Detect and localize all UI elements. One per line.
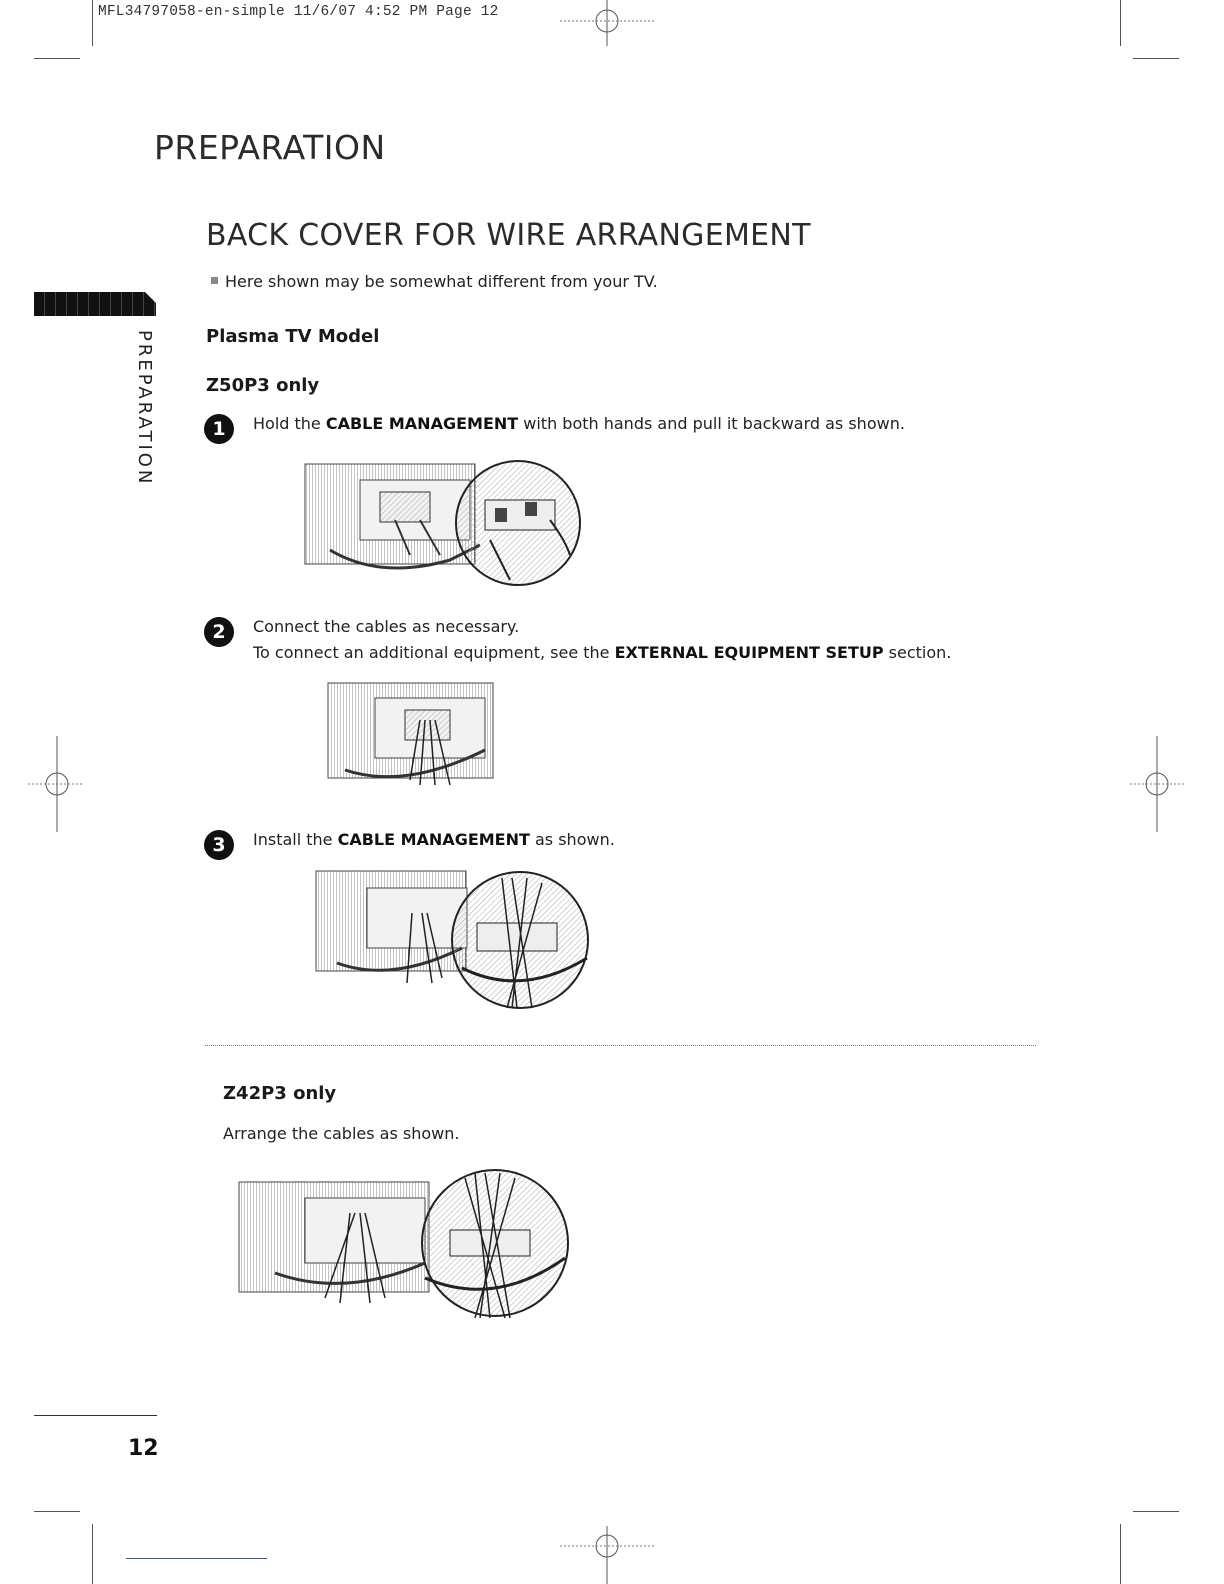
section-divider — [205, 1045, 1036, 1046]
crop-mark — [1133, 58, 1179, 59]
page-number: 12 — [128, 1436, 159, 1461]
note — [211, 272, 658, 291]
step-1-pre: Hold the — [253, 414, 326, 433]
step-2-line1: Connect the cables as necessary. — [253, 617, 520, 636]
z42-heading: Z42P3 only — [223, 1083, 337, 1104]
crop-mark — [34, 58, 80, 59]
z50-heading: Z50P3 only — [206, 375, 320, 396]
side-tab-bar — [34, 292, 156, 316]
bottom-link-line — [126, 1558, 267, 1559]
crop-mark — [1120, 1524, 1121, 1584]
step-1-bold: CABLE MANAGEMENT — [325, 414, 519, 433]
registration-mark-icon — [560, 1526, 656, 1584]
page-title: BACK COVER FOR WIRE ARRANGEMENT — [206, 218, 811, 253]
step-badge-2: 2 — [204, 617, 234, 647]
side-tab-label: PREPARATION — [134, 330, 155, 487]
registration-mark-icon — [560, 0, 656, 50]
print-header: MFL34797058-en-simple 11/6/07 4:52 PM Page 12 — [98, 4, 499, 20]
step-2-post: section. — [883, 643, 952, 662]
crop-mark — [34, 1511, 80, 1512]
tv-back-illustration-1 — [300, 460, 585, 590]
crop-mark — [1133, 1511, 1179, 1512]
footer-rule — [34, 1415, 157, 1416]
section-title: PREPARATION — [154, 128, 386, 167]
crop-mark — [1120, 0, 1121, 46]
step-3-bold: CABLE MANAGEMENT — [337, 830, 530, 849]
step-3-post: as shown. — [529, 830, 615, 849]
step-2-bold: EXTERNAL EQUIPMENT SETUP — [614, 643, 884, 662]
step-badge-3: 3 — [204, 830, 234, 860]
step-badge-1: 1 — [204, 414, 234, 444]
step-1-post: with both hands and pull it backward as shown. — [518, 414, 905, 433]
registration-mark-icon — [1130, 736, 1186, 832]
tv-back-illustration-4 — [235, 1168, 575, 1323]
crop-mark — [92, 1524, 93, 1584]
side-tab-notch — [145, 292, 157, 304]
step-2-pre: To connect an additional equipment, see the — [253, 643, 615, 662]
bullet-icon — [211, 277, 218, 284]
registration-mark-icon — [28, 736, 84, 832]
plasma-heading: Plasma TV Model — [206, 326, 380, 347]
step-3-text — [253, 827, 615, 853]
tv-back-illustration-3 — [312, 868, 592, 1013]
note-text: Here shown may be somewhat different from your TV. — [225, 272, 658, 291]
step-2-line2 — [253, 640, 951, 666]
crop-mark — [92, 0, 93, 46]
z42-text: Arrange the cables as shown. — [223, 1124, 460, 1143]
step-1-text — [253, 411, 905, 437]
tv-back-illustration-2 — [325, 680, 500, 790]
step-3-pre: Install the — [253, 830, 338, 849]
